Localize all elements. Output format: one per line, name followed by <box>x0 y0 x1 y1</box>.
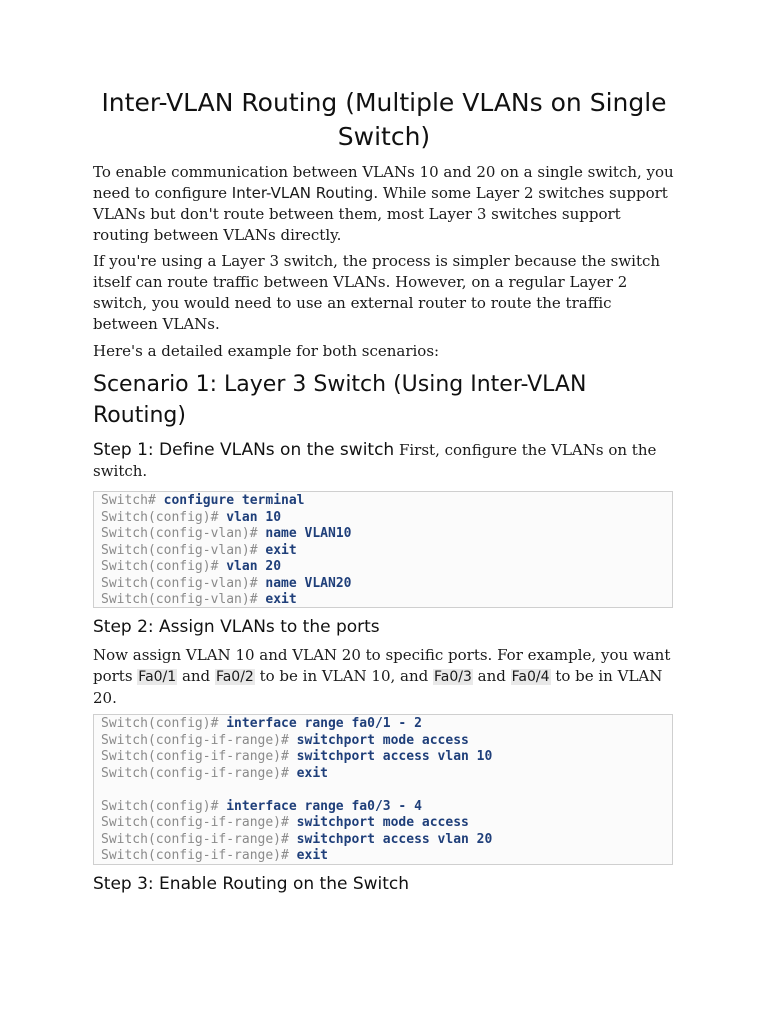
code-line <box>101 733 672 750</box>
code-line <box>101 815 672 832</box>
code-block-vlans <box>93 491 673 608</box>
code-prompt: Switch(config-vlan)# <box>101 526 266 541</box>
code-block-ports <box>93 714 673 865</box>
step2-text-4: and <box>472 667 511 685</box>
intro-text-after: . While some Layer 2 switches support VLANs but don't route between them, most Layer 3 switches support routing between VLANs directly. <box>93 184 668 244</box>
code-line <box>101 526 672 543</box>
port-fa0-2: Fa0/2 <box>215 669 254 685</box>
code-line <box>101 543 672 560</box>
code-line <box>101 766 672 783</box>
code-line <box>101 493 672 510</box>
step2-text-3: to be in VLAN 10, and <box>254 667 434 685</box>
step2-text-2: and <box>177 667 215 685</box>
code-line <box>101 832 672 849</box>
step2-paragraph <box>93 645 675 709</box>
code-command: name VLAN20 <box>265 575 352 591</box>
code-prompt: Switch(config-if-range)# <box>101 765 297 781</box>
port-fa0-1: Fa0/1 <box>138 669 177 685</box>
code-prompt: Switch(config-if-range)# <box>101 749 297 764</box>
intro-text-before: To enable communication between VLANs 10 and 20 on a single switch, you need to configure <box>93 163 674 202</box>
step2-text-5: to be in VLAN 20. <box>93 667 663 707</box>
scenario1-heading: Scenario 1: Layer 3 Switch (Using Inter-VLAN Routing) <box>93 372 587 428</box>
step1-heading: Step 1: Define VLANs on the switch <box>93 440 395 460</box>
code-line <box>101 510 672 527</box>
code-command: exit <box>265 542 297 558</box>
code-prompt: Switch(config)# <box>101 716 227 731</box>
code-line <box>101 749 672 766</box>
code-prompt: Switch(config-vlan)# <box>101 542 266 558</box>
code-line <box>101 592 672 609</box>
step1-paragraph <box>93 440 675 482</box>
code-command: interface range fa0/3 - 4 <box>226 798 422 814</box>
step1-text: First, configure the VLANs on the switch. <box>93 441 657 480</box>
step2-heading: Step 2: Assign VLANs to the ports <box>93 617 380 637</box>
code-command: vlan 20 <box>226 559 282 574</box>
code-command: vlan 10 <box>226 509 282 525</box>
step2-text-1: Now assign VLAN 10 and VLAN 20 to specific ports. For example, you want ports <box>93 646 671 685</box>
code-command: switchport access vlan 10 <box>296 749 493 764</box>
code-prompt: Switch(config-vlan)# <box>101 575 266 591</box>
code-line <box>101 576 672 593</box>
code-command: switchport mode access <box>296 815 469 830</box>
code-command: exit <box>296 765 328 781</box>
step3-heading: Step 3: Enable Routing on the Switch <box>93 874 410 894</box>
code-command: switchport mode access <box>296 732 469 748</box>
code-line <box>101 716 672 733</box>
code-prompt: Switch(config-if-range)# <box>101 848 297 863</box>
code-prompt: Switch(config-if-range)# <box>101 815 297 830</box>
code-prompt: Switch(config)# <box>101 559 227 574</box>
port-fa0-4: Fa0/4 <box>511 669 550 685</box>
code-line <box>101 848 672 865</box>
code-command: name VLAN10 <box>265 526 352 541</box>
paragraph-scenarios: Here's a detailed example for both scenarios: <box>93 342 440 360</box>
code-command: configure terminal <box>163 493 305 508</box>
code-prompt: Switch(config)# <box>101 798 227 814</box>
code-prompt: Switch# <box>101 493 164 508</box>
code-line <box>101 799 672 816</box>
code-command: exit <box>265 592 297 607</box>
port-fa0-3: Fa0/3 <box>434 669 472 685</box>
paragraph-layer3: If you're using a Layer 3 switch, the process is simpler because the switch itself can route traffic between VLANs. However, on a regular Layer 2 switch, you would need to use an external router to route the traffic between VLANs. <box>93 252 661 333</box>
code-line <box>101 782 672 799</box>
code-prompt: Switch(config-if-range)# <box>101 732 297 748</box>
code-prompt: Switch(config-vlan)# <box>101 592 266 607</box>
page-title: Inter-VLAN Routing (Multiple VLANs on Single Switch) <box>101 88 667 151</box>
intro-strong: Inter-VLAN Routing <box>231 184 374 202</box>
code-prompt: Switch(config)# <box>101 509 227 525</box>
intro-paragraph <box>93 162 675 246</box>
code-line <box>101 559 672 576</box>
code-command: interface range fa0/1 - 2 <box>226 716 422 731</box>
code-prompt: Switch(config-if-range)# <box>101 831 297 847</box>
code-command: switchport access vlan 20 <box>296 831 493 847</box>
code-command: exit <box>296 848 328 863</box>
